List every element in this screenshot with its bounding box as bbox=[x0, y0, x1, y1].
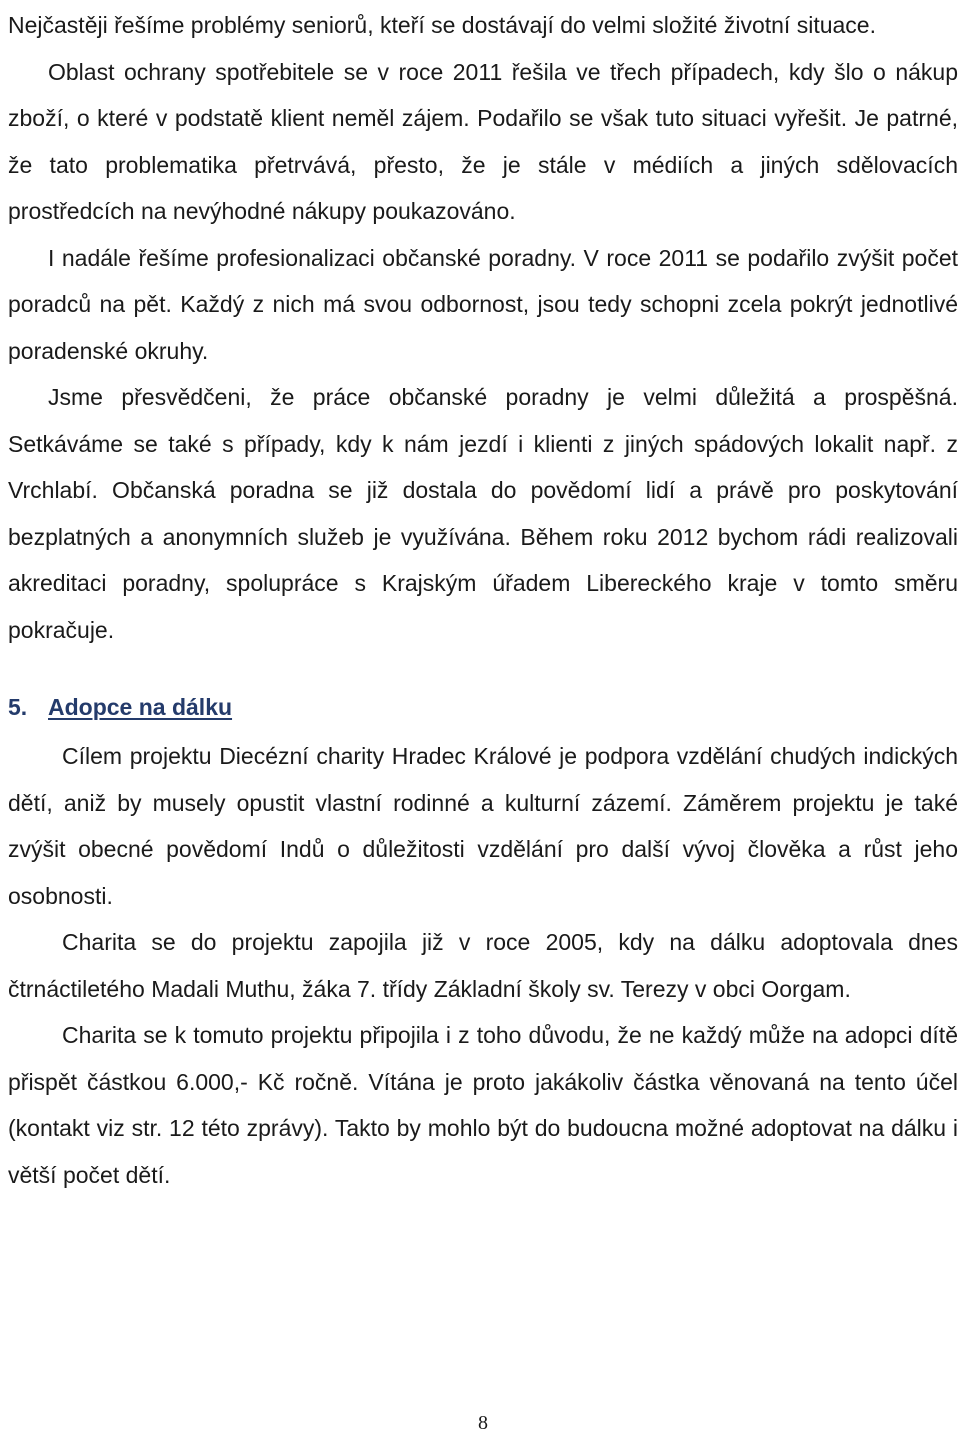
paragraph-professionalization: I nadále řešíme profesionalizaci občanské poradny. V roce 2011 se podařilo zvýšit počet poradců na pět. Každý z nich má svou odbornost, jsou tedy schopni zcela pokrýt jednotlivé poradenské okruhy. bbox=[8, 244, 958, 364]
document-page bbox=[8, 0, 958, 1198]
section-spacer bbox=[8, 653, 958, 690]
paragraph-project-reason: Charita se k tomuto projektu připojila i z toho důvodu, že ne každý může na adopci dítě přispět částkou 6.000,- Kč ročně. Vítána je proto jakákoliv částka věnovaná na tento účel (kontakt viz str. 12 této zprávy). Takto by mohlo být do budoucna možné adoptovat na dálku i větší počet dětí. bbox=[8, 1022, 958, 1188]
paragraph-consumer-protection: Oblast ochrany spotřebitele se v roce 2011 řešila ve třech případech, kdy šlo o nákup zboží, o které v podstatě klient neměl zájem. Podařilo se však tuto situaci vyřešit. Je patrné, že tato problematika přetrvává, přesto, že je stále v médiích a jiných sdělovacích prostředcích na nevýhodné nákupy poukazováno. bbox=[8, 58, 958, 224]
section-title: Adopce na dálku bbox=[48, 694, 233, 720]
paragraph-importance: Jsme přesvědčeni, že práce občanské poradny je velmi důležitá a prospěšná. Setkáváme se také s případy, kdy k nám jezdí i klienti z jiných spádových lokalit např. z Vrchlabí. Občanská poradna se již dostala do povědomí lidí a právě pro poskytování bezplatných a anonymních služeb je využívána. Během roku 2012 bychom rádi realizovali akreditaci poradny, spolupráce s Krajským úřadem Libereckého kraje v tomto směru pokračuje. bbox=[8, 384, 958, 643]
page-number: 8 bbox=[478, 1412, 488, 1434]
paragraph-seniors: Nejčastěji řešíme problémy seniorů, kteří se dostávají do velmi složité životní situace. bbox=[8, 12, 876, 38]
paragraph-project-join: Charita se do projektu zapojila již v roce 2005, kdy na dálku adoptovala dnes čtrnáctiletého Madali Muthu, žáka 7. třídy Základní školy sv. Terezy v obci Oorgam. bbox=[8, 929, 958, 1002]
section-heading bbox=[8, 690, 958, 724]
section-number: 5. bbox=[8, 694, 28, 720]
paragraph-project-goal: Cílem projektu Diecézní charity Hradec Králové je podpora vzdělání chudých indických dětí, aniž by musely opustit vlastní rodinné a kulturní zázemí. Záměrem projektu je také zvýšit obecné povědomí Indů o důležitosti vzdělání pro další vývoj člověka a růst jeho osobnosti. bbox=[8, 743, 958, 909]
